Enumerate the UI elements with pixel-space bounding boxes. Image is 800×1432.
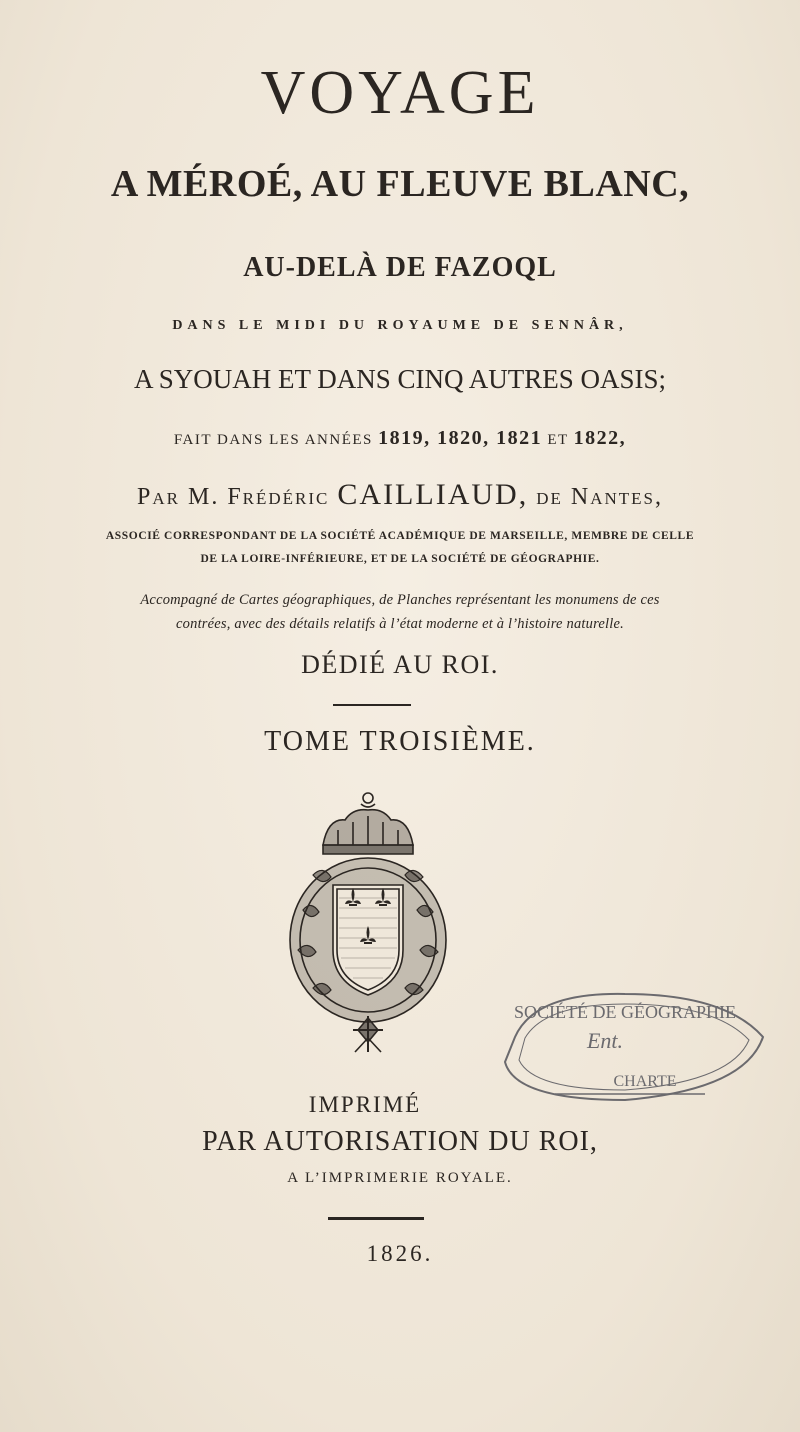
stamp-middle-text: Ent. [586,1028,624,1053]
imprint-imprime: IMPRIMÉ [308,1092,422,1117]
main-title: VOYAGE [260,59,540,127]
description-line-2: contrées, avec des détails relatifs à l’état moderne et à l’histoire naturelle. [176,616,624,632]
divider-rule-bottom [328,1217,424,1220]
dedication: DÉDIÉ AU ROI. [301,650,499,679]
subtitle-meroe: A MÉROÉ, AU FLEUVE BLANC, [110,163,690,205]
subtitle-syouah: A SYOUAH ET DANS CINQ AUTRES OASIS; [133,364,667,394]
dates-prefix: FAIT DANS LES ANNÉES [173,432,373,448]
affiliation-line-2: DE LA LOIRE-INFÉRIEURE, ET DE LA SOCIÉTÉ DE GÉOGRAPHIE. [200,553,600,565]
subtitle-sennar: DANS LE MIDI DU ROYAUME DE SENNÂR, [172,318,628,333]
dates-line [0,427,800,450]
dates-years: 1819, 1820, 1821 [378,427,543,449]
dates-last-year: 1822, [573,427,627,449]
author-prefix: Par M. Frédéric [137,484,330,510]
dates-conj: ET [547,432,569,448]
library-stamp-icon [475,982,765,1112]
author-name: CAILLIAUD, [337,478,529,511]
divider-rule [333,704,411,706]
imprint-autorisation: PAR AUTORISATION DU ROI, [202,1126,598,1157]
publication-year: 1826. [366,1241,434,1266]
affiliation-line-1: ASSOCIÉ CORRESPONDANT DE LA SOCIÉTÉ ACADÉMIQUE DE MARSEILLE, MEMBRE DE CELLE [105,530,695,542]
description-line-1: Accompagné de Cartes géographiques, de Planches représentant les monumens de ces [140,592,660,608]
stamp-bottom-text: CHARTE [613,1073,677,1090]
royal-arms-icon [283,790,453,1060]
volume-title: TOME TROISIÈME. [264,726,536,757]
imprint-imprimerie: A L’IMPRIMERIE ROYALE. [287,1170,513,1186]
author-city: Nantes, [570,484,663,510]
author-line [0,478,800,512]
subtitle-fazoql: AU-DELÀ DE FAZOQL [243,252,557,283]
author-de: de [536,484,563,510]
stamp-top-text: SOCIÉTÉ DE GÉOGRAPHIE [514,1002,736,1022]
